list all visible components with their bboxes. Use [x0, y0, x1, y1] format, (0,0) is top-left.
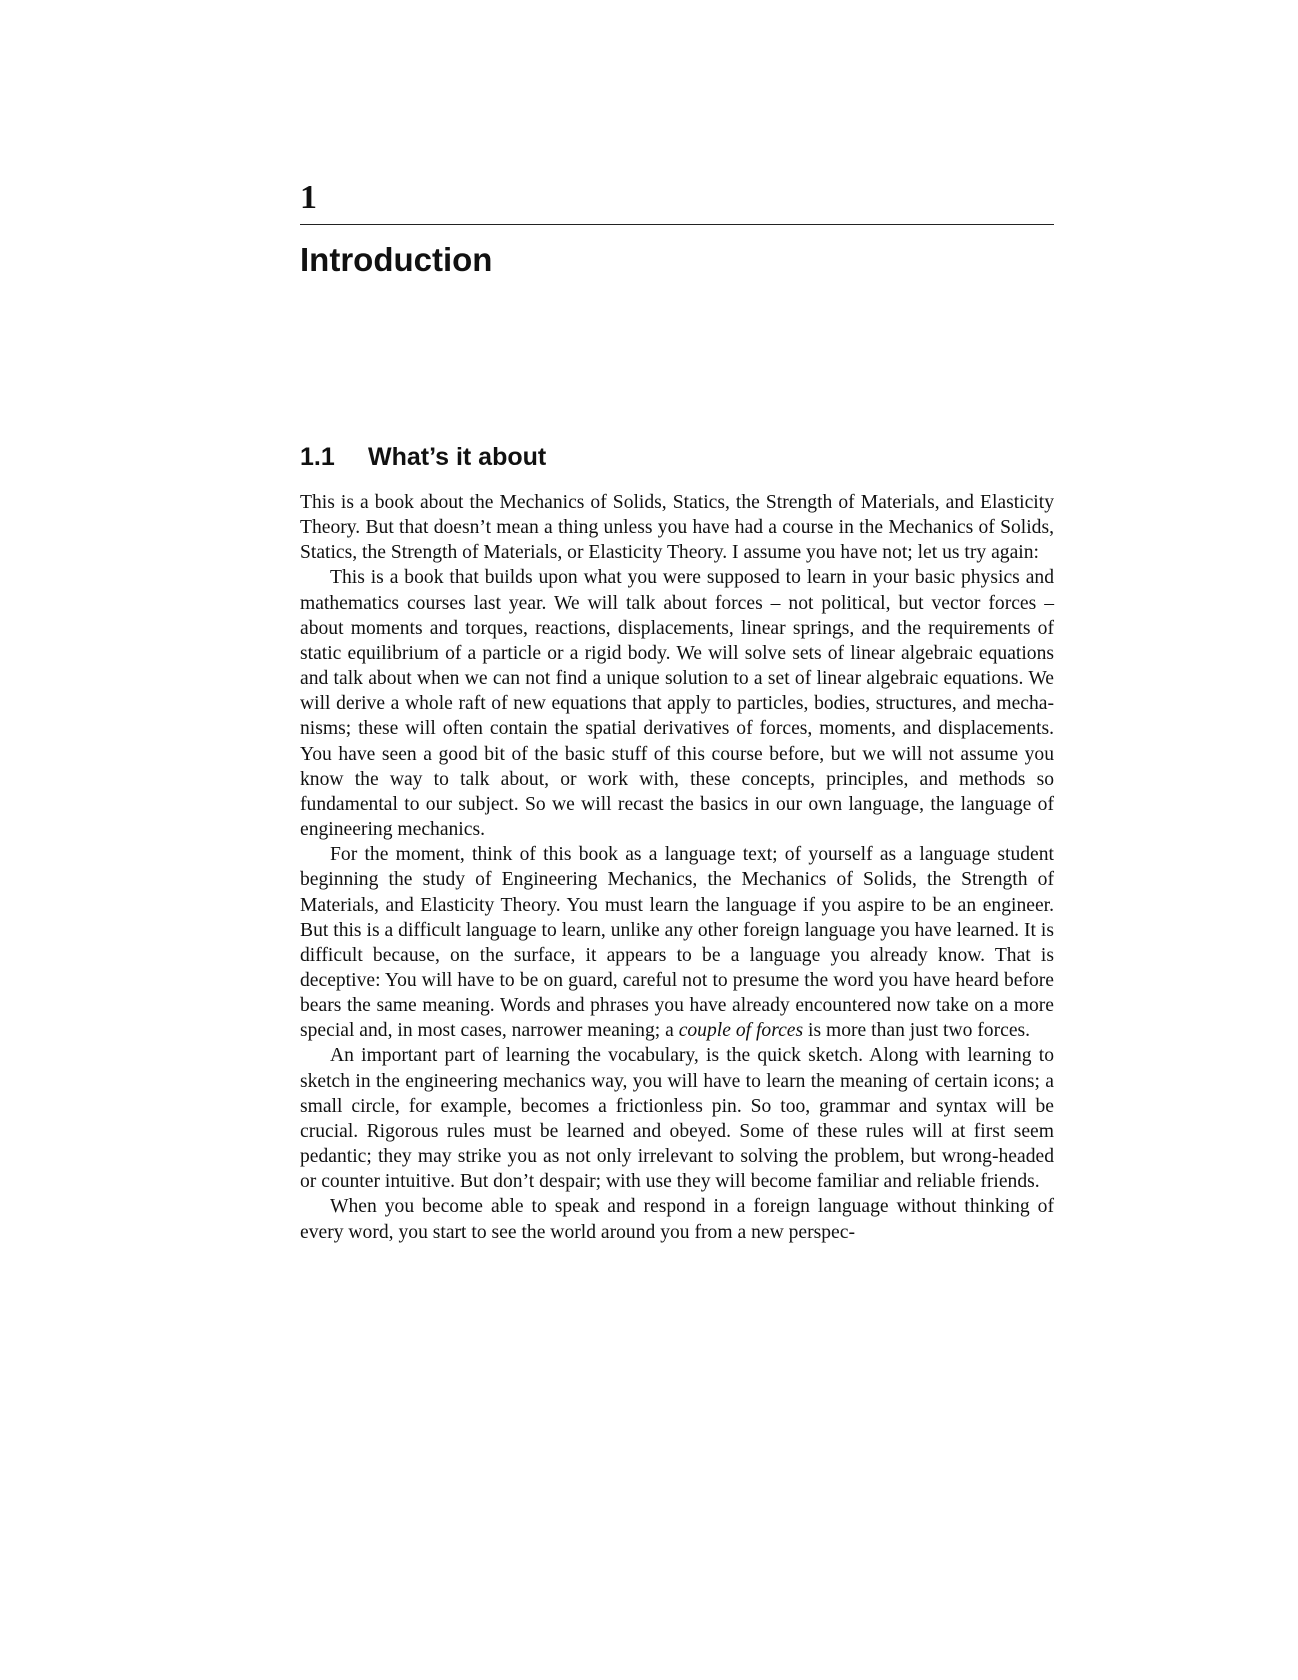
chapter-number: 1 [300, 179, 317, 216]
section-heading [300, 440, 546, 474]
paragraph-text: For the moment, think of this book as a language text; of yourself as a language student beginning the study of Engineering Mechanics, the Mechanics of Solids, the Strength of Materials, and Elasticity Theory. You must learn the language if you aspire to be an engineer. But this is a difficult language to learn, unlike any other foreign language you have learned. It is difficult because, on the surface, it appears to be a language you already know. That is deceptive: You will have to be on guard, careful not to presume the word you have heard before bears the same meaning. Words and phrases you have already encountered now take on a more special and, in most cases, narrower meaning; a [300, 844, 1054, 1042]
section-title: What’s it about [368, 443, 547, 471]
book-page [300, 0, 1054, 1680]
body-text [300, 490, 1054, 1245]
paragraph-text: is more than just two forces. [803, 1020, 1031, 1042]
paragraph: This is a book that builds upon what you were supposed to learn in your basic physics and mathematics courses last year. We will talk about forces – not political, but vector forces – about moments and torques, reactions, displacements, linear springs, and the requirements of static equilibrium of a particle or a rigid body. We will solve sets of linear algebraic equations and talk about when we can not find a unique solution to a set of linear algebraic equations. We will derive a whole raft of new equations that apply to particles, bodies, structures, and mechanisms; these will often contain the spatial derivatives of forces, moments, and displacements. You have seen a good bit of the basic stuff of this course before, but we will not assume you know the way to talk about, or work with, these concepts, principles, and methods so fundamental to our subject. So we will recast the basics in our own language, the language of engineering mechanics. [300, 567, 1054, 841]
paragraph: This is a book about the Mechanics of Solids, Statics, the Strength of Materials, and Elasticity Theory. But that doesn’t mean a thing unless you have had a course in the Mechanics of Solids, Statics, the Strength of Materials, or Elasticity Theory. I assume you have not; let us try again: [300, 492, 1054, 564]
paragraph [300, 842, 1054, 1043]
emphasized-term: couple of forces [678, 1020, 804, 1042]
section-number: 1.1 [300, 443, 335, 471]
chapter-title: Introduction [300, 241, 493, 278]
chapter-divider [300, 224, 1054, 225]
paragraph: When you become able to speak and respond in a foreign language without thinking of every word, you start to see the world around you from a new perspec- [300, 1196, 1054, 1243]
paragraph: An important part of learning the vocabulary, is the quick sketch. Along with learning to sketch in the engineering mechanics way, you will have to learn the meaning of certain icons; a small circle, for example, becomes a frictionless pin. So too, grammar and syntax will be crucial. Rigorous rules must be learned and obeyed. Some of these rules will at first seem pedantic; they may strike you as not only irrelevant to solving the problem, but wrong-headed or counter intuitive. But don’t despair; with use they will become familiar and reliable friends. [300, 1045, 1054, 1193]
